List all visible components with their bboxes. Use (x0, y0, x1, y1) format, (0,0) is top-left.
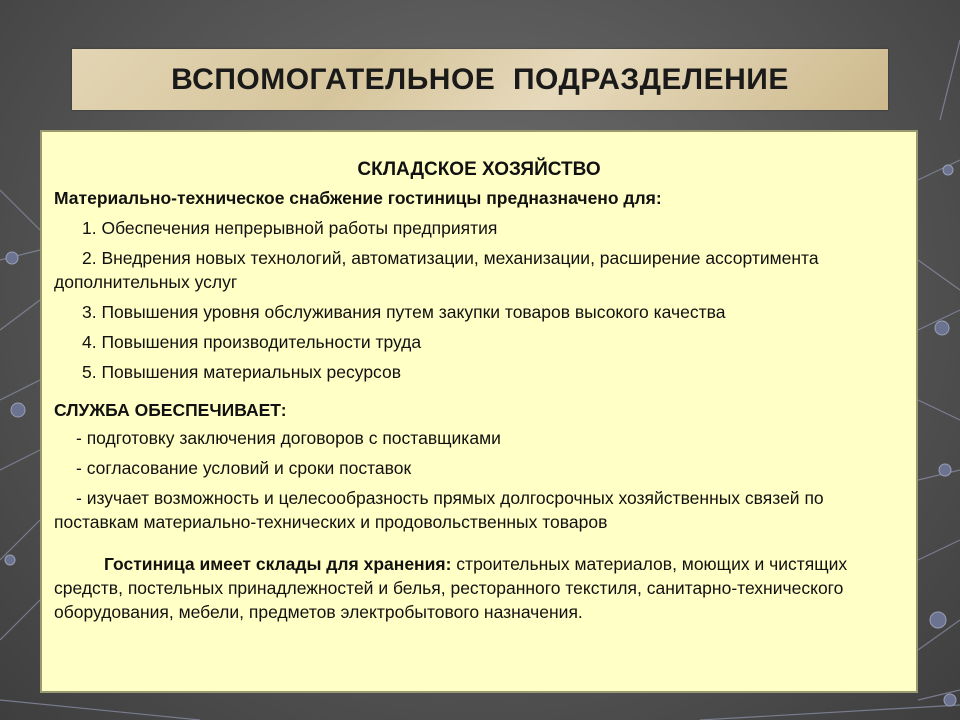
slide-title: ВСПОМОГАТЕЛЬНОЕ ПОДРАЗДЕЛЕНИЕ (171, 62, 789, 96)
list-item: - согласование условий и сроки поставок (76, 458, 412, 478)
service-heading: СЛУЖБА ОБЕСПЕЧИВАЕТ: (54, 400, 287, 420)
list-item: 2. Внедрения новых технологий, автоматизации, механизации, расширение ассортимента дополнительных услуг (54, 248, 819, 292)
storage-text: строительных материалов, моющих и чистящих средств, постельных принадлежностей и белья, ресторанного текстиля, санитарно-технического оборудования, мебели, предметов электробытового назначения. (54, 554, 848, 622)
list-item: 3. Повышения уровня обслуживания путем закупки товаров высокого качества (82, 302, 726, 322)
content-panel (40, 130, 918, 693)
supply-intro: Материально-техническое снабжение гостиницы предназначено для: (54, 188, 662, 208)
storage-paragraph (54, 552, 904, 624)
list-item: 4. Повышения производительности труда (82, 332, 422, 352)
list-item: - изучает возможность и целесообразность прямых долгосрочных хозяйственных связей по поставкам материально-технических и продовольственных товаров (54, 488, 824, 532)
title-banner (72, 49, 888, 110)
list-item: - подготовку заключения договоров с поставщиками (76, 428, 501, 448)
list-item: 1. Обеспечения непрерывной работы предприятия (82, 218, 498, 238)
storage-lead: Гостиница имеет склады для хранения: (104, 554, 452, 574)
list-item: 5. Повышения материальных ресурсов (82, 362, 402, 382)
section-heading: СКЛАДСКОЕ ХОЗЯЙСТВО (357, 159, 601, 180)
